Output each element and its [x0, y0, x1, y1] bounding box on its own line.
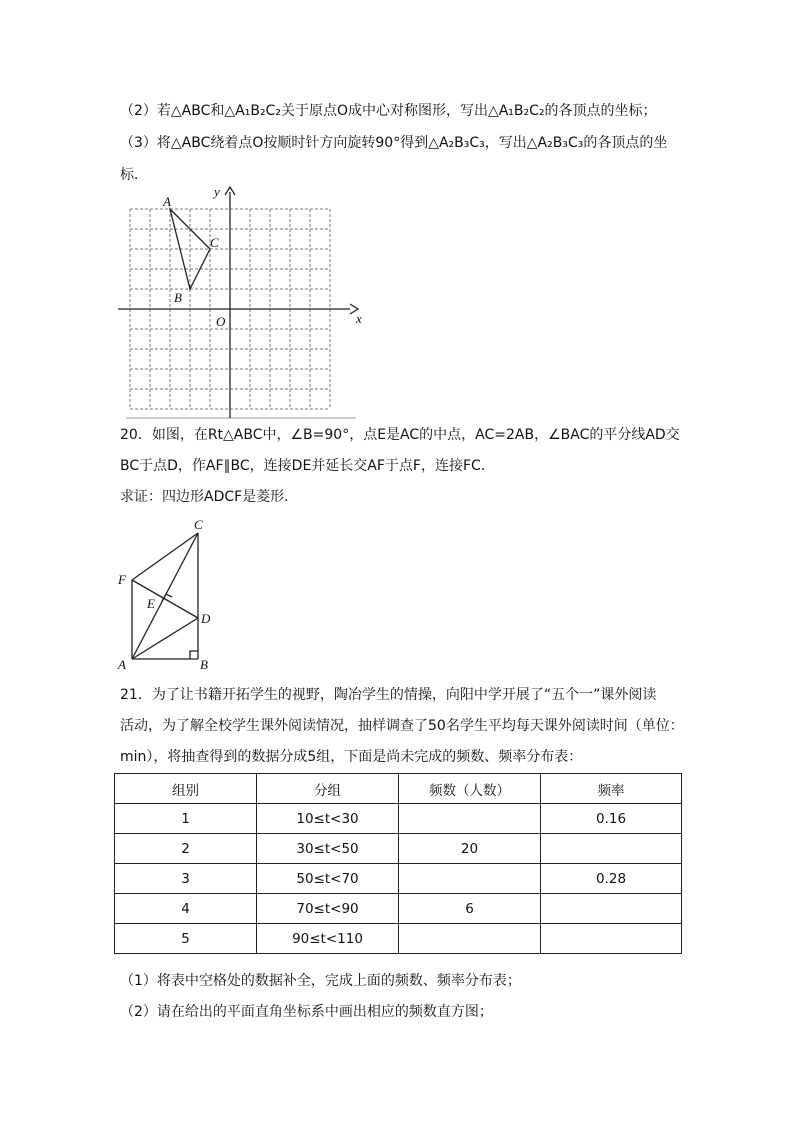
q20-line3: 求证：四边形ADCF是菱形．: [120, 489, 299, 505]
q19-part3-line2: 标．: [120, 167, 148, 183]
point-d-label: D: [201, 611, 211, 626]
rhombus-figure: [114, 514, 224, 674]
cell-range: 50≤t<70: [257, 864, 399, 894]
header-range: 分组: [257, 774, 399, 804]
cell-frequency: [541, 834, 682, 864]
point-b-label: B: [174, 290, 182, 305]
q21-line3: min），将抽查得到的数据分成5组，下面是尚未完成的频数、频率分布表：: [120, 749, 583, 765]
header-count: 频数（人数）: [399, 774, 541, 804]
right-angle-b: [190, 651, 198, 659]
segment-ad: [132, 618, 198, 659]
cell-range: 90≤t<110: [257, 924, 399, 954]
cell-range: 70≤t<90: [257, 894, 399, 924]
point-f-label: F: [118, 572, 126, 587]
cell-count: [399, 924, 541, 954]
q21-task1: （1）将表中空格处的数据补全，完成上面的频数、频率分布表；: [120, 973, 521, 989]
header-group: 组别: [115, 774, 257, 804]
segment-fc: [132, 533, 198, 580]
cell-range: 30≤t<50: [257, 834, 399, 864]
table-row: [115, 924, 682, 954]
y-axis-label: y: [214, 186, 220, 199]
cell-group: 1: [115, 804, 257, 834]
point-a-label: A: [118, 657, 126, 672]
q21-line2: 活动，为了解全校学生课外阅读情况，抽样调查了50名学生平均每天课外阅读时间（单位：: [120, 718, 684, 734]
q21-line1: 21．为了让书籍开拓学生的视野，陶冶学生的情操，向阳中学开展了“五个一”课外阅读: [120, 687, 657, 703]
point-a-label: A: [163, 194, 171, 209]
cell-group: 4: [115, 894, 257, 924]
table-header-row: [115, 774, 682, 804]
point-c-label: C: [194, 517, 203, 532]
q21-task2: （2）请在给出的平面直角坐标系中画出相应的频数直方图；: [120, 1004, 493, 1020]
header-frequency: 频率: [541, 774, 682, 804]
table-row: [115, 894, 682, 924]
origin-label: O: [216, 314, 226, 329]
q19-part2: （2）若△ABC和△A₁B₂C₂关于原点O成中心对称图形，写出△A₁B₂C₂的各顶点的坐标；: [120, 103, 657, 119]
x-axis-label: x: [356, 311, 362, 326]
table-row: [115, 864, 682, 894]
cell-group: 2: [115, 834, 257, 864]
cell-group: 5: [115, 924, 257, 954]
cell-count: 6: [399, 894, 541, 924]
q19-part3-line1: （3）将△ABC绕着点O按顺时针方向旋转90°得到△A₂B₃C₃，写出△A₂B₃C₃的各顶点的坐: [120, 135, 668, 151]
q20-line1: 20．如图，在Rt△ABC中，∠B=90°，点E是AC的中点，AC=2AB，∠BAC的平分线AD交: [120, 427, 680, 443]
cell-group: 3: [115, 864, 257, 894]
point-c-label: C: [210, 235, 219, 250]
coordinate-grid-figure: [118, 186, 363, 422]
point-e-label: E: [147, 596, 155, 611]
cell-frequency: 0.16: [541, 804, 682, 834]
frequency-table: [114, 773, 682, 954]
cell-count: 20: [399, 834, 541, 864]
table-row: [115, 804, 682, 834]
cell-frequency: 0.28: [541, 864, 682, 894]
cell-frequency: [541, 894, 682, 924]
cell-count: [399, 864, 541, 894]
point-b-label: B: [200, 657, 208, 672]
segment-fd: [132, 580, 198, 618]
table-row: [115, 834, 682, 864]
q20-line2: BC于点D，作AF∥BC，连接DE并延长交AF于点F，连接FC．: [120, 458, 495, 474]
cell-frequency: [541, 924, 682, 954]
cell-count: [399, 804, 541, 834]
cell-range: 10≤t<30: [257, 804, 399, 834]
